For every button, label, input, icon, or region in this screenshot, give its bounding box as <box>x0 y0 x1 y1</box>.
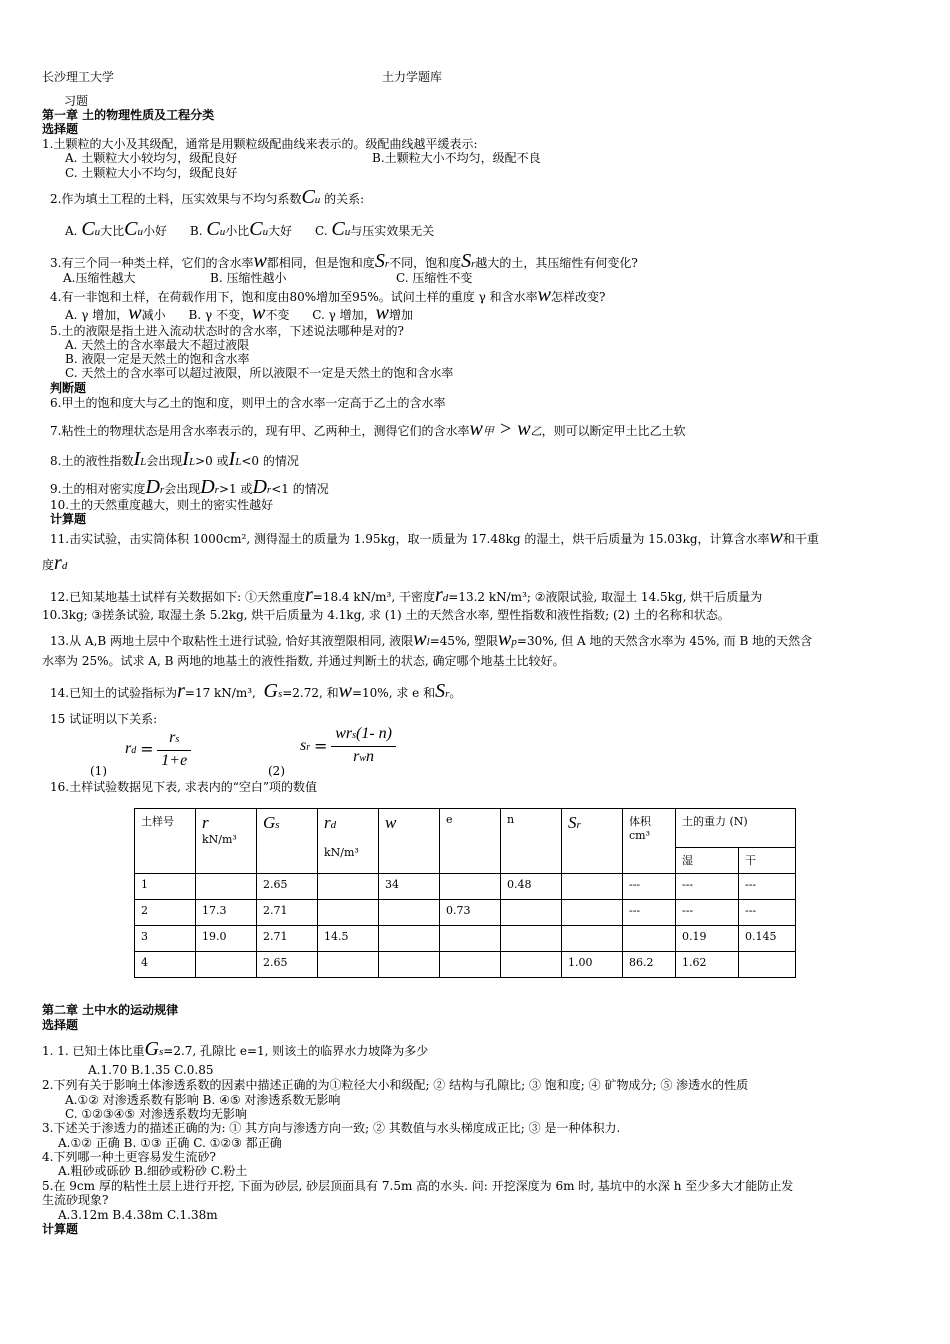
col-n: n <box>501 809 562 874</box>
table-cell <box>501 952 562 978</box>
chapter1-title: 第一章 土的物理性质及工程分类 <box>42 108 215 122</box>
col-e: e <box>440 809 501 874</box>
table-cell <box>440 952 501 978</box>
table-cell: 2 <box>135 900 196 926</box>
q10: 10.土的天然重度越大，则土的密实性越好 <box>50 498 274 512</box>
col-volume: 体积 cm³ <box>623 809 676 874</box>
col-dry: 干 <box>739 848 796 874</box>
table-cell: 34 <box>379 874 440 900</box>
table-cell <box>562 900 623 926</box>
q3-option-c: C. 压缩性不变 <box>396 271 473 285</box>
table-cell: 1.62 <box>676 952 739 978</box>
table-cell: --- <box>676 874 739 900</box>
ch2-q3: 3.下述关于渗透力的描述正确的为: ① 其方向与渗透方向一致; ② 其数值与水头梯度成正比; ③ 是一种体积力. <box>42 1121 621 1135</box>
formula-1: rd = $\frac{rs}{1+e}$ <box>125 728 191 771</box>
formula-2: sr = $\frac{\text{wrs(1- n)}}{\text{rwn}}$ <box>300 724 396 769</box>
ch2-choice-heading: 选择题 <box>42 1018 79 1032</box>
table-header-row <box>135 809 796 848</box>
q12: 12.已知某地基土试样有关数据如下: ①天然重度r=18.4 kN/m³, 干密度rd=13.2 kN/m³; ②液限试验, 取湿土 14.5kg, 烘干后质量为 <box>50 584 763 606</box>
table-cell: 1.00 <box>562 952 623 978</box>
ch2-q1-options: A.1.70 B.1.35 C.0.85 <box>88 1063 214 1077</box>
ch1-choice-heading: 选择题 <box>42 122 79 136</box>
q2-options: A. Cu大比Cu小好 B. Cu小比Cu大好 C. Cu与压实效果无关 <box>65 218 435 240</box>
q1: 1.土颗粒的大小及其级配，通常是用颗粒级配曲线来表示的。级配曲线越平缓表示: <box>42 137 478 151</box>
table-cell <box>379 926 440 952</box>
q6: 6.甲土的饱和度大与乙土的饱和度，则甲土的含水率一定高于乙土的含水率 <box>50 396 446 410</box>
q5-b: B. 液限一定是天然土的饱和含水率 <box>65 352 250 366</box>
table-cell <box>379 952 440 978</box>
q8: 8.土的液性指数IL会出现IL>0 或IL<0 的情况 <box>50 448 299 470</box>
ch2-q2-ab: A.①② 对渗透系数有影响 B. ④⑤ 对渗透系数无影响 <box>65 1093 341 1107</box>
table-cell: 2.65 <box>257 874 318 900</box>
table-cell: 19.0 <box>196 926 257 952</box>
exercise-label: 习题 <box>64 94 89 108</box>
table-cell: 14.5 <box>318 926 379 952</box>
table-cell: 17.3 <box>196 900 257 926</box>
table-cell <box>196 874 257 900</box>
table-cell: 1 <box>135 874 196 900</box>
ch1-calc-heading: 计算题 <box>50 512 87 526</box>
table-cell: --- <box>623 874 676 900</box>
table-cell <box>562 874 623 900</box>
q3-option-b: B. 压缩性越小 <box>210 271 287 285</box>
q2: 2.作为填土工程的土料，压实效果与不均匀系数Cu 的关系: <box>50 186 365 208</box>
header-left: 长沙理工大学 <box>42 70 115 84</box>
col-gamma: r kN/m³ <box>196 809 257 874</box>
ch2-q4-options: A.粗砂或砾砂 B.细砂或粉砂 C.粉土 <box>58 1164 248 1178</box>
q16: 16.土样试验数据见下表, 求表内的“空白”项的数值 <box>50 780 317 794</box>
ch2-calc-heading: 计算题 <box>42 1222 79 1236</box>
q11: 11.击实试验，击实筒体积 1000cm², 测得湿土的质量为 1.95kg，取一质量为 17.48kg 的湿土，烘干后质量为 15.03kg，计算含水率w和干重 <box>50 526 819 548</box>
q4-options: A. γ 增加，w减小 B. γ 不变，w不变 C. γ 增加，w增加 <box>65 302 413 324</box>
q13-cont: 水率为 25%。试求 A, B 两地的地基土的液性指数, 并通过判断土的状态, 确定哪个地基土比较好。 <box>42 654 565 668</box>
ch2-q4: 4.下列哪一种土更容易发生流砂? <box>42 1150 216 1164</box>
q5-c: C. 天然土的含水率可以超过液限，所以液限不一定是天然土的饱和含水率 <box>65 366 454 380</box>
table-cell <box>440 926 501 952</box>
ch2-q2: 2.下列有关于影响土体渗透系数的因素中描述正确的为①粒径大小和级配; ② 结构与孔隙比; ③ 饱和度; ④ 矿物成分; ⑤ 渗透水的性质 <box>42 1078 749 1092</box>
table-cell <box>501 926 562 952</box>
table-row <box>135 926 796 952</box>
table-cell <box>562 926 623 952</box>
table-cell: 4 <box>135 952 196 978</box>
ch2-q5-options: A.3.12m B.4.38m C.1.38m <box>58 1208 218 1222</box>
table-cell: 2.71 <box>257 926 318 952</box>
table-cell: --- <box>739 900 796 926</box>
table-cell <box>379 900 440 926</box>
ch2-q5: 5.在 9cm 厚的粘性土层上进行开挖, 下面为砂层, 砂层顶面具有 7.5m 高的水头. 问: 开挖深度为 6m 时, 基坑中的水深 h 至少多大才能防止发 <box>42 1179 794 1193</box>
q5-a: A. 天然土的含水率最大不超过液限 <box>65 338 250 352</box>
table-cell: 3 <box>135 926 196 952</box>
col-weight: 土的重力 (N) <box>676 809 796 848</box>
table-cell <box>739 952 796 978</box>
q14: 14.已知土的试验指标为r=17 kN/m³, Gs=2.72, 和w=10%, 求 e 和Sr。 <box>50 680 462 702</box>
q4: 4.有一非饱和土样，在荷载作用下，饱和度由80%增加至95%。试问土样的重度 γ 和含水率w怎样改变? <box>50 284 606 306</box>
q3-option-a: A.压缩性越大 <box>63 271 136 285</box>
col-sample-no: 土样号 <box>135 809 196 874</box>
q15: 15 试证明以下关系: <box>50 712 158 726</box>
q11-cont: 度rd <box>42 552 68 574</box>
table-cell: 0.145 <box>739 926 796 952</box>
q3: 3.有三个同一种类土样，它们的含水率w都相同，但是饱和度Sr不同，饱和度Sr越大的土，其压缩性有何变化? <box>50 250 638 272</box>
table-cell: 2.65 <box>257 952 318 978</box>
ch2-q2-c: C. ①②③④⑤ 对渗透系数均无影响 <box>65 1107 247 1121</box>
q1-c: C. 土颗粒大小不均匀，级配良好 <box>65 166 238 180</box>
table-row <box>135 900 796 926</box>
table-cell <box>623 926 676 952</box>
table-cell <box>318 900 379 926</box>
col-w: w <box>379 809 440 874</box>
table-cell <box>440 874 501 900</box>
col-sr: Sr <box>562 809 623 874</box>
q1-a: A. 土颗粒大小较均匀，级配良好 <box>65 151 238 165</box>
ch2-q1: 1. 1. 已知土体比重Gs=2.7, 孔隙比 e=1, 则该土的临界水力坡降为多少 <box>42 1038 429 1060</box>
ch2-q5-cont: 生流砂现象? <box>42 1193 109 1207</box>
ch2-q3-options: A.①② 正确 B. ①③ 正确 C. ①②③ 都正确 <box>58 1136 282 1150</box>
table-cell <box>196 952 257 978</box>
q1-b: B.土颗粒大小不均匀，级配不良 <box>372 151 541 165</box>
col-wet: 湿 <box>676 848 739 874</box>
q9: 9.土的相对密实度Dr会出现Dr>1 或Dr<1 的情况 <box>50 476 329 498</box>
ch1-judge-heading: 判断题 <box>50 381 87 395</box>
chapter2-title: 第二章 土中水的运动规律 <box>42 1003 179 1017</box>
table-cell: 0.19 <box>676 926 739 952</box>
q12-cont: 10.3kg; ③搓条试验, 取湿土条 5.2kg, 烘干后质量为 4.1kg, 求 (1) 土的天然含水率, 塑性指数和液性指数; (2) 土的名称和状态。 <box>42 608 730 622</box>
table-row <box>135 952 796 978</box>
formula-1-label: (1) <box>90 764 107 778</box>
table-cell: --- <box>739 874 796 900</box>
col-gamma-d: rd kN/m³ <box>318 809 379 874</box>
table-cell: 0.48 <box>501 874 562 900</box>
formula-2-label: (2) <box>268 764 285 778</box>
table-cell <box>318 952 379 978</box>
table-cell: 2.71 <box>257 900 318 926</box>
table-cell <box>501 900 562 926</box>
table-cell: --- <box>676 900 739 926</box>
table-row <box>135 874 796 900</box>
table-cell <box>318 874 379 900</box>
table-cell: 86.2 <box>623 952 676 978</box>
q13: 13.从 A,B 两地土层中个取粘性土进行试验, 恰好其液塑限相同, 液限wl=45%, 塑限wp=30%, 但 A 地的天然含水率为 45%, 而 B 地的天然含 <box>50 628 813 650</box>
table-cell: --- <box>623 900 676 926</box>
soil-data-table <box>134 808 796 978</box>
q5: 5.土的液限是指土进入流动状态时的含水率，下述说法哪种是对的? <box>50 324 404 338</box>
col-gs: Gs <box>257 809 318 874</box>
header-center: 土力学题库 <box>382 70 443 84</box>
q7: 7.粘性土的物理状态是用含水率表示的，现有甲、乙两种土，测得它们的含水率w甲 > w乙，则可以断定甲土比乙土软 <box>50 418 686 440</box>
table-cell: 0.73 <box>440 900 501 926</box>
